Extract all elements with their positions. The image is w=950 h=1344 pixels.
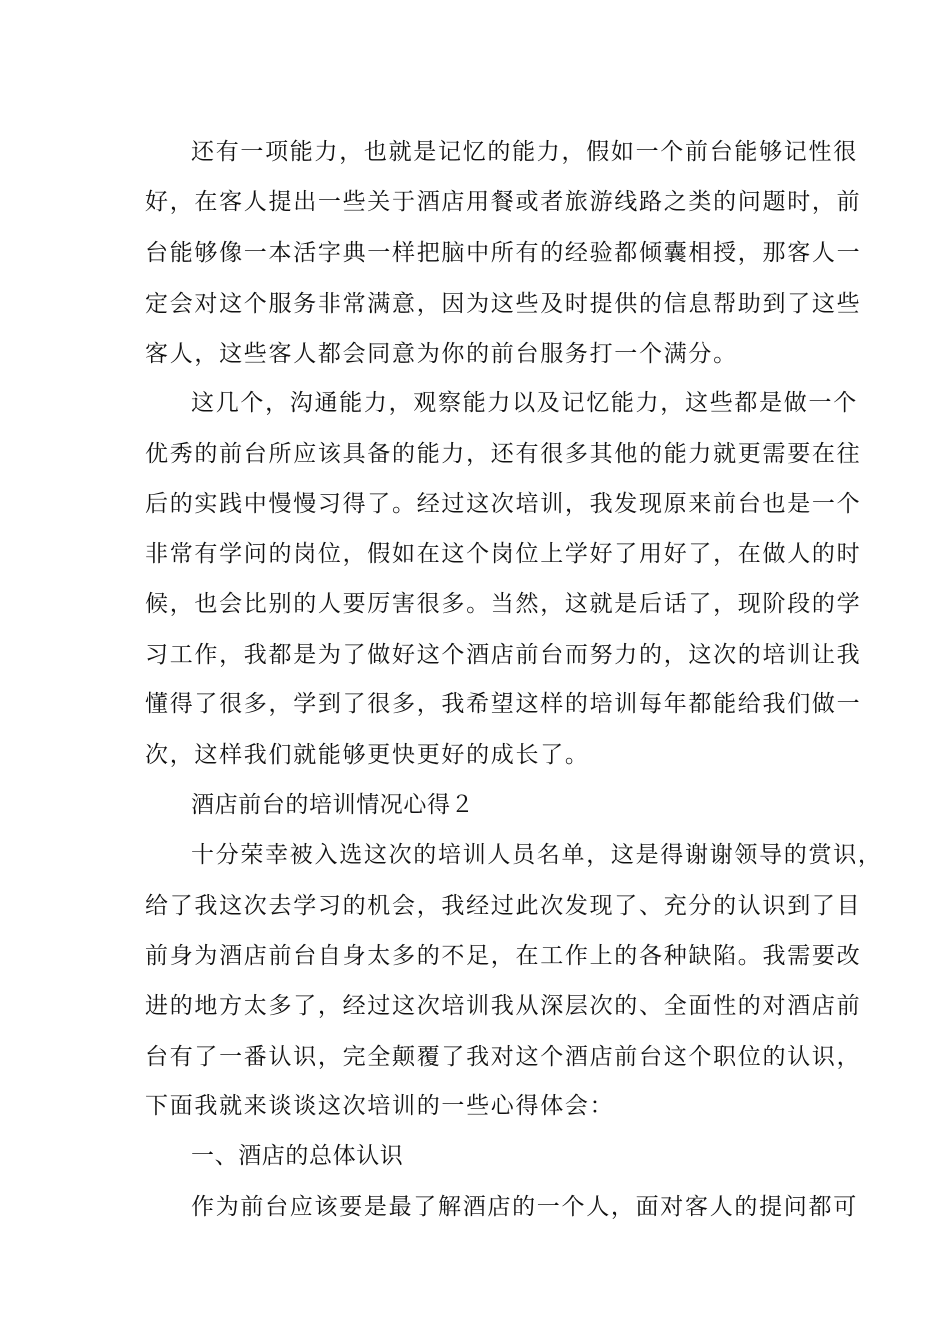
text-line: 定会对这个服务非常满意，因为这些及时提供的信息帮助到了这些 (145, 291, 862, 317)
text-line: 优秀的前台所应该具备的能力，还有很多其他的能力就更需要在往 (145, 441, 862, 467)
text-line: 十分荣幸被入选这次的培训人员名单，这是得谢谢领导的赏识， (191, 842, 883, 868)
text-line: 台能够像一本活字典一样把脑中所有的经验都倾囊相授，那客人一 (145, 240, 862, 266)
text-line: 作为前台应该要是最了解酒店的一个人，面对客人的提问都可 (191, 1194, 858, 1220)
text-line: 习工作，我都是为了做好这个酒店前台而努力的，这次的培训让我 (145, 642, 862, 668)
section-heading: 酒店前台的培训情况心得２ (191, 792, 475, 818)
text-line: 后的实践中慢慢习得了。经过这次培训，我发现原来前台也是一个 (145, 491, 862, 517)
text-line: 给了我这次去学习的机会，我经过此次发现了、充分的认识到了目 (145, 893, 862, 919)
subsection-heading: 一、酒店的总体认识 (191, 1143, 404, 1169)
text-line: 进的地方太多了，经过这次培训我从深层次的、全面性的对酒店前 (145, 993, 862, 1019)
text-line: 好，在客人提出一些关于酒店用餐或者旅游线路之类的问题时，前 (145, 189, 862, 215)
text-line: 候，也会比别的人要厉害很多。当然，这就是后话了，现阶段的学 (145, 591, 862, 617)
text-line: 下面我就来谈谈这次培训的一些心得体会： (145, 1093, 615, 1119)
text-line: 客人，这些客人都会同意为你的前台服务打一个满分。 (145, 341, 738, 367)
text-line: 还有一项能力，也就是记忆的能力，假如一个前台能够记性很 (191, 139, 858, 165)
text-line: 前身为酒店前台自身太多的不足，在工作上的各种缺陷。我需要改 (145, 943, 862, 969)
text-line: 次，这样我们就能够更快更好的成长了。 (145, 742, 590, 768)
text-line: 懂得了很多，学到了很多，我希望这样的培训每年都能给我们做一 (145, 691, 862, 717)
text-line: 这几个，沟通能力，观察能力以及记忆能力，这些都是做一个 (191, 390, 858, 416)
text-line: 台有了一番认识，完全颠覆了我对这个酒店前台这个职位的认识， (145, 1044, 862, 1070)
text-line: 非常有学问的岗位，假如在这个岗位上学好了用好了，在做人的时 (145, 541, 862, 567)
